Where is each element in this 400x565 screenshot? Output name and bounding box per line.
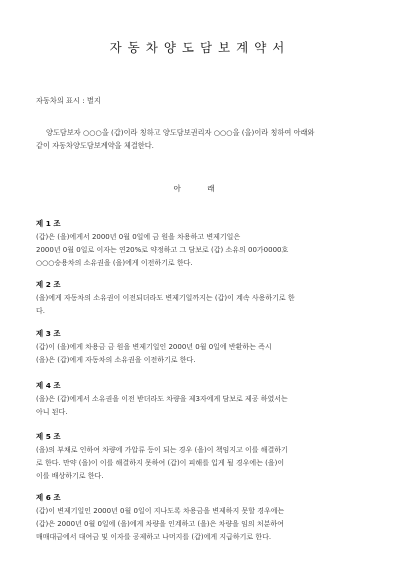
article-line: 다. — [36, 307, 45, 315]
article-heading: 제 2 조 — [36, 280, 61, 289]
article-6 — [36, 492, 372, 544]
vehicle-display-line: 자동차의 표시 : 별지 — [36, 96, 101, 105]
article-4 — [36, 380, 372, 419]
article-heading: 제 5 조 — [36, 432, 61, 441]
article-body — [36, 292, 372, 318]
article-line: 아니 된다. — [36, 408, 68, 416]
article-body — [36, 505, 372, 544]
article-line: 이를 배상하기로 한다. — [36, 472, 104, 480]
intro-line: 양도담보자 ○○○을 (갑)이라 칭하고 양도담보권리자 ○○○을 (을)이라 칭하여 아래와 — [46, 128, 315, 137]
article-1 — [36, 218, 372, 270]
article-line: (을)은 (갑)에게서 소유권을 이전 받더라도 차량을 제3자에게 담보로 제공 하였서는 — [36, 395, 288, 403]
article-line: (을)은 (갑)에게 자동차의 소유권을 이전하기로 한다. — [36, 356, 196, 364]
article-body — [36, 393, 372, 419]
intro-paragraph — [36, 126, 372, 152]
article-heading: 제 3 조 — [36, 329, 61, 338]
intro-line: 같이 자동차양도담보계약을 체결한다. — [36, 141, 154, 150]
article-heading: 제 4 조 — [36, 381, 61, 390]
article-5 — [36, 431, 372, 483]
article-heading: 제 6 조 — [36, 493, 61, 502]
article-heading: 제 1 조 — [36, 219, 61, 228]
article-line: (을)의 부채로 인하여 차량에 가압류 등이 되는 경우 (을)이 책임지고 이를 해결하기 — [36, 446, 288, 454]
article-line: 매매대금에서 대여금 및 이자를 공제하고 나머지를 (갑)에게 지급하기로 한다. — [36, 533, 272, 541]
article-2 — [36, 279, 372, 318]
article-body — [36, 341, 372, 367]
article-line: (갑)이 (을)에게 차용금 금 원을 변제기일인 2000년 0월 0일에 반환하는 즉시 — [36, 343, 272, 351]
article-body — [36, 444, 372, 483]
article-3 — [36, 328, 372, 367]
article-line: (갑)이 변제기일인 2000년 0월 0일이 지나도록 차용금을 변제하지 못할 경우에는 — [36, 507, 285, 515]
article-line: 2000년 0월 0일로 이자는 연20%로 약정하고 그 담보로 (갑) 소유의 00가0000호 — [36, 246, 289, 254]
article-line: (갑)은 (을)에게서 2000년 0월 0일에 금 원을 차용하고 변제기일은 — [36, 233, 241, 241]
below-heading: 아 래 — [173, 184, 227, 193]
article-line: (을)에게 자동차의 소유권이 이전되더라도 변제기일까지는 (갑)이 계속 사용하기로 한 — [36, 294, 295, 302]
document-title: 자동차양도담보계약서 — [109, 40, 291, 55]
article-body — [36, 231, 372, 270]
article-line: 로 한다. 만약 (을)이 이를 해결하지 못하여 (갑)이 피해를 입게 될 경우에는 (을)이 — [36, 459, 285, 467]
article-line: ○○○승용차의 소유권을 (을)에게 이전하기로 한다. — [36, 259, 193, 267]
article-line: (갑)은 2000년 0월 0일에 (을)에게 차량을 인계하고 (을)은 차량을 임의 처분하여 — [36, 520, 284, 528]
